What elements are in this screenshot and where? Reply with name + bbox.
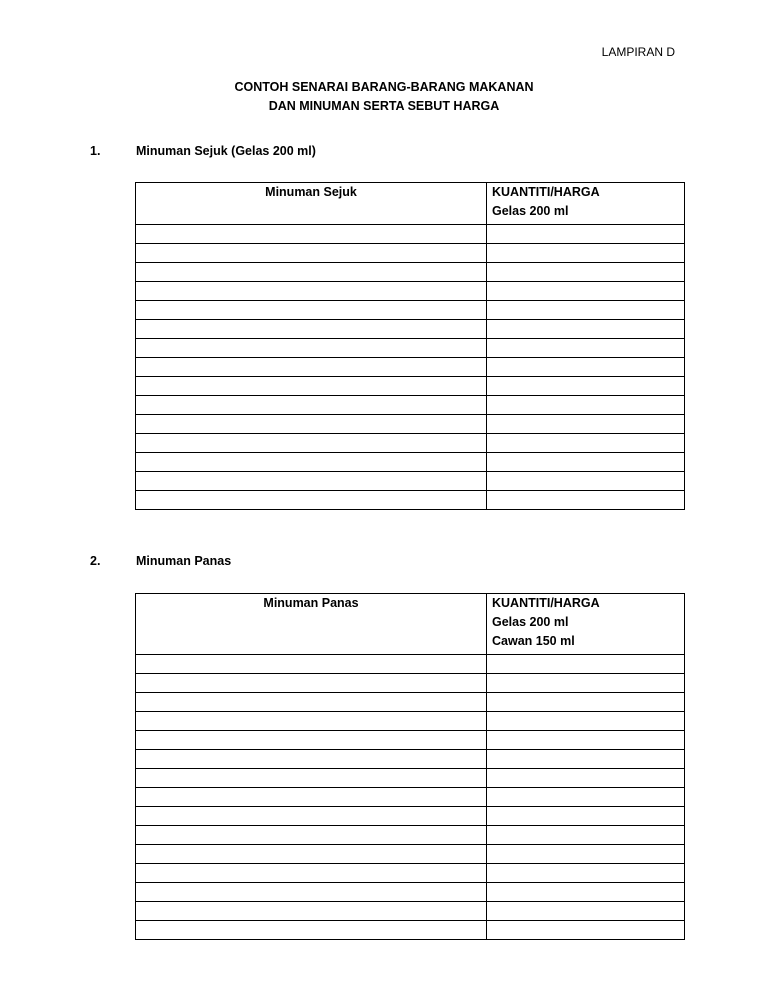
table-row <box>136 301 685 320</box>
price-cell[interactable] <box>487 921 685 940</box>
price-cell[interactable] <box>487 282 685 301</box>
item-cell[interactable] <box>136 655 487 674</box>
section-1-number: 1. <box>90 144 101 158</box>
item-cell[interactable] <box>136 472 487 491</box>
table-row <box>136 712 685 731</box>
cold-drinks-table <box>135 182 685 510</box>
cold-drinks-column-header: Minuman Sejuk <box>136 183 487 225</box>
glass-size-label: Gelas 200 ml <box>492 204 569 218</box>
table-row <box>136 731 685 750</box>
document-title-line-1: CONTOH SENARAI BARANG-BARANG MAKANAN <box>234 80 534 94</box>
table-header-row <box>136 594 685 655</box>
price-cell[interactable] <box>487 902 685 921</box>
item-cell[interactable] <box>136 339 487 358</box>
table-row <box>136 377 685 396</box>
item-cell[interactable] <box>136 864 487 883</box>
item-cell[interactable] <box>136 826 487 845</box>
table-row <box>136 358 685 377</box>
table-header-row <box>136 183 685 225</box>
quantity-price-column-header <box>487 183 685 225</box>
section-2-number: 2. <box>90 554 101 568</box>
price-cell[interactable] <box>487 712 685 731</box>
price-cell[interactable] <box>487 415 685 434</box>
table-row <box>136 826 685 845</box>
table-row <box>136 491 685 510</box>
price-cell[interactable] <box>487 788 685 807</box>
price-cell[interactable] <box>487 358 685 377</box>
cup-size-label: Cawan 150 ml <box>492 634 575 648</box>
table-row <box>136 472 685 491</box>
table-row <box>136 750 685 769</box>
item-cell[interactable] <box>136 769 487 788</box>
table-row <box>136 788 685 807</box>
price-cell[interactable] <box>487 807 685 826</box>
price-cell[interactable] <box>487 864 685 883</box>
price-cell[interactable] <box>487 301 685 320</box>
item-cell[interactable] <box>136 712 487 731</box>
table-row <box>136 396 685 415</box>
table-row <box>136 655 685 674</box>
document-title-line-2: DAN MINUMAN SERTA SEBUT HARGA <box>268 99 500 113</box>
item-cell[interactable] <box>136 788 487 807</box>
hot-drinks-table <box>135 593 685 940</box>
price-cell[interactable] <box>487 244 685 263</box>
table-row <box>136 807 685 826</box>
table-row <box>136 769 685 788</box>
price-cell[interactable] <box>487 731 685 750</box>
quantity-price-label: KUANTITI/HARGA <box>492 185 600 199</box>
table-row <box>136 883 685 902</box>
table-row <box>136 674 685 693</box>
price-cell[interactable] <box>487 472 685 491</box>
table-row <box>136 320 685 339</box>
price-cell[interactable] <box>487 225 685 244</box>
table-row <box>136 225 685 244</box>
price-cell[interactable] <box>487 750 685 769</box>
table-row <box>136 434 685 453</box>
price-cell[interactable] <box>487 769 685 788</box>
item-cell[interactable] <box>136 491 487 510</box>
item-cell[interactable] <box>136 883 487 902</box>
table-row <box>136 453 685 472</box>
item-cell[interactable] <box>136 902 487 921</box>
glass-size-label: Gelas 200 ml <box>492 615 569 629</box>
price-cell[interactable] <box>487 826 685 845</box>
table-row <box>136 263 685 282</box>
table-row <box>136 921 685 940</box>
section-1-title: Minuman Sejuk (Gelas 200 ml) <box>136 144 316 158</box>
table-row <box>136 693 685 712</box>
quantity-price-column-header <box>487 594 685 655</box>
item-cell[interactable] <box>136 434 487 453</box>
table-row <box>136 244 685 263</box>
table-row <box>136 339 685 358</box>
price-cell[interactable] <box>487 320 685 339</box>
item-cell[interactable] <box>136 845 487 864</box>
item-cell[interactable] <box>136 453 487 472</box>
table-row <box>136 864 685 883</box>
item-cell[interactable] <box>136 358 487 377</box>
price-cell[interactable] <box>487 377 685 396</box>
item-cell[interactable] <box>136 921 487 940</box>
item-cell[interactable] <box>136 377 487 396</box>
hot-drinks-column-header: Minuman Panas <box>136 594 487 655</box>
item-cell[interactable] <box>136 244 487 263</box>
item-cell[interactable] <box>136 674 487 693</box>
price-cell[interactable] <box>487 339 685 358</box>
item-cell[interactable] <box>136 225 487 244</box>
item-cell[interactable] <box>136 263 487 282</box>
item-cell[interactable] <box>136 807 487 826</box>
price-cell[interactable] <box>487 655 685 674</box>
section-2-title: Minuman Panas <box>136 554 232 568</box>
price-cell[interactable] <box>487 396 685 415</box>
price-cell[interactable] <box>487 883 685 902</box>
price-cell[interactable] <box>487 845 685 864</box>
item-cell[interactable] <box>136 301 487 320</box>
item-cell[interactable] <box>136 282 487 301</box>
quantity-price-label: KUANTITI/HARGA <box>492 596 600 610</box>
item-cell[interactable] <box>136 693 487 712</box>
table-row <box>136 282 685 301</box>
item-cell[interactable] <box>136 731 487 750</box>
table-row <box>136 415 685 434</box>
item-cell[interactable] <box>136 415 487 434</box>
item-cell[interactable] <box>136 750 487 769</box>
item-cell[interactable] <box>136 320 487 339</box>
table-row <box>136 845 685 864</box>
appendix-label: LAMPIRAN D <box>601 45 675 59</box>
item-cell[interactable] <box>136 396 487 415</box>
price-cell[interactable] <box>487 693 685 712</box>
table-row <box>136 902 685 921</box>
price-cell[interactable] <box>487 434 685 453</box>
price-cell[interactable] <box>487 453 685 472</box>
price-cell[interactable] <box>487 491 685 510</box>
price-cell[interactable] <box>487 263 685 282</box>
price-cell[interactable] <box>487 674 685 693</box>
